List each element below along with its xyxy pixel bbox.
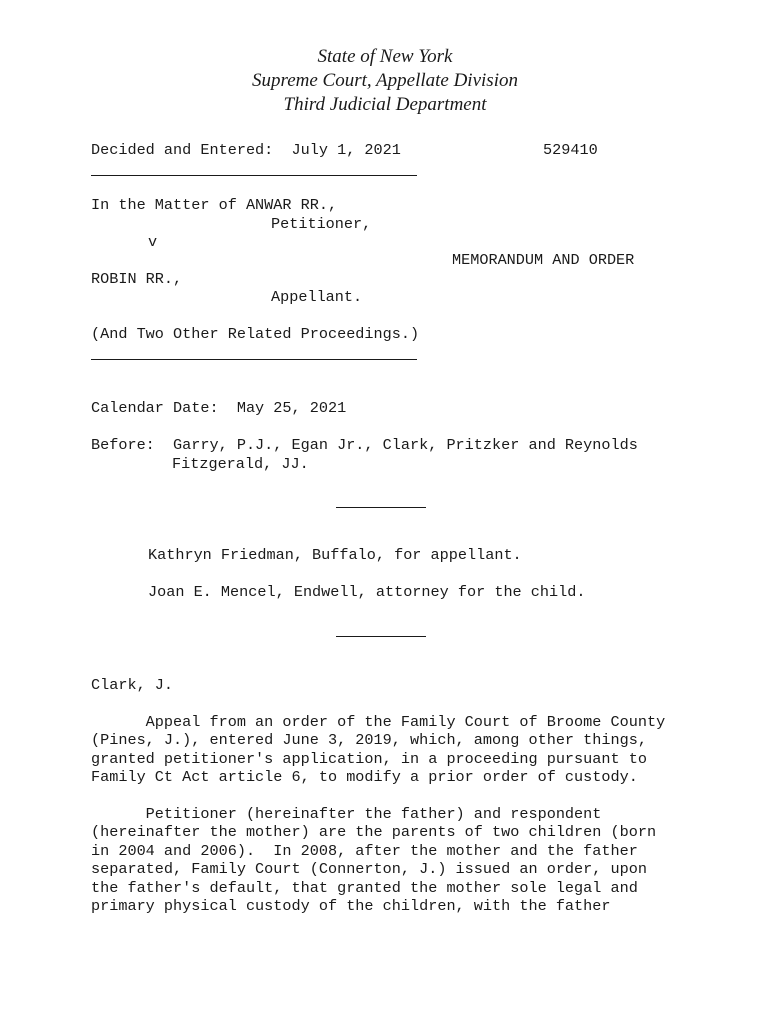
calendar-date: Calendar Date: May 25, 2021 bbox=[91, 399, 347, 417]
caption-respondent: ROBIN RR., bbox=[91, 270, 183, 288]
section-divider-1 bbox=[336, 507, 426, 508]
docket-number: 529410 bbox=[543, 141, 598, 159]
opinion-paragraph-1 bbox=[91, 713, 665, 787]
paragraph-line: primary physical custody of the children, with the father bbox=[91, 897, 611, 916]
counsel-appellant: Kathryn Friedman, Buffalo, for appellant. bbox=[148, 546, 522, 564]
caption-matter: In the Matter of ANWAR RR., bbox=[91, 196, 338, 214]
court-department: Third Judicial Department bbox=[283, 94, 487, 115]
paragraph-line: granted petitioner's application, in a proceeding pursuant to bbox=[91, 749, 647, 768]
order-title: MEMORANDUM AND ORDER bbox=[452, 251, 635, 269]
paragraph-line: Appeal from an order of the Family Court of Broome County bbox=[91, 713, 666, 731]
caption-petitioner-role: Petitioner, bbox=[271, 215, 372, 233]
caption-versus: v bbox=[148, 233, 158, 251]
opinion-paragraph-2 bbox=[91, 805, 656, 915]
caption-top-rule bbox=[91, 175, 417, 176]
section-divider-2 bbox=[336, 636, 426, 637]
caption-appellant-role: Appellant. bbox=[271, 288, 363, 306]
paragraph-line: separated, Family Court (Connerton, J.) issued an order, upon bbox=[91, 860, 647, 879]
paragraph-line: (hereinafter the mother) are the parents of two children (born bbox=[91, 823, 657, 842]
caption-related-proceedings: (And Two Other Related Proceedings.) bbox=[91, 325, 420, 343]
paragraph-line: in 2004 and 2006). In 2008, after the mother and the father bbox=[91, 841, 638, 860]
decided-entered-date: Decided and Entered: July 1, 2021 bbox=[91, 141, 401, 159]
counsel-child: Joan E. Mencel, Endwell, attorney for the child. bbox=[148, 583, 586, 601]
panel-before-line1: Before: Garry, P.J., Egan Jr., Clark, Pritzker and Reynolds bbox=[91, 436, 638, 454]
panel-before-line2: Fitzgerald, JJ. bbox=[172, 455, 309, 473]
paragraph-line: the father's default, that granted the mother sole legal and bbox=[91, 878, 638, 897]
caption-bottom-rule bbox=[91, 359, 417, 360]
paragraph-line: Petitioner (hereinafter the father) and respondent bbox=[91, 805, 602, 823]
opinion-author: Clark, J. bbox=[91, 676, 174, 694]
paragraph-line: (Pines, J.), entered June 3, 2019, which, among other things, bbox=[91, 731, 647, 750]
paragraph-line: Family Ct Act article 6, to modify a prior order of custody. bbox=[91, 768, 638, 787]
court-name: Supreme Court, Appellate Division bbox=[252, 70, 518, 91]
court-state: State of New York bbox=[317, 46, 453, 67]
